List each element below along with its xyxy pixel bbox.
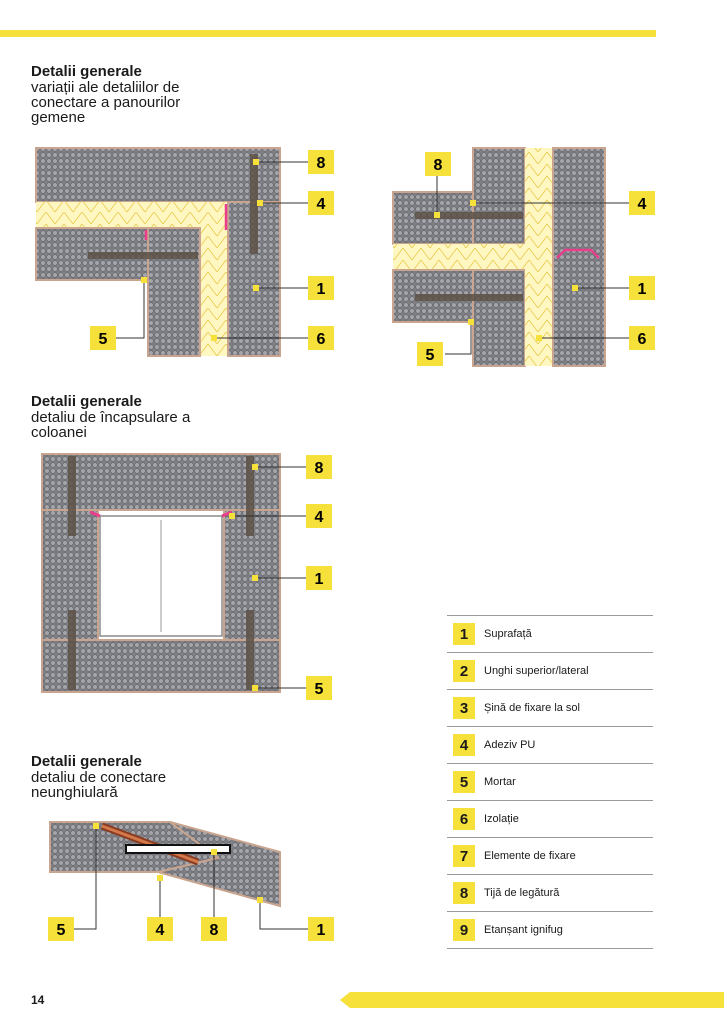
non-angular-connection-diagram (40, 812, 340, 942)
legend-label: Izolație (484, 813, 519, 825)
column-encapsulation-diagram (38, 450, 338, 700)
callout-5-text: 5 (425, 347, 435, 364)
section2-subtitle-line: detaliu de încapsulare a (31, 409, 191, 426)
callout-8-text: 8 (314, 460, 324, 477)
section1-title: Detalii generale (31, 63, 142, 80)
callout-5-text: 5 (314, 681, 324, 698)
legend-row (447, 615, 653, 652)
callout-1-text: 1 (316, 922, 326, 939)
legend-label: Unghi superior/lateral (484, 665, 589, 677)
legend-number: 9 (453, 919, 475, 941)
callout-5-text: 5 (56, 922, 66, 939)
top-accent-bar (0, 30, 656, 37)
section2-heading (31, 394, 271, 440)
legend-row (447, 652, 653, 689)
marker-dot (141, 277, 147, 283)
marker-dot (572, 285, 578, 291)
section1-subtitle-line: variații ale detaliilor de (31, 79, 180, 96)
callout-8-text: 8 (316, 155, 326, 172)
section3-subtitle-line: neunghiulară (31, 784, 118, 801)
section2-subtitle-line: coloanei (31, 424, 87, 441)
legend-row (447, 763, 653, 800)
marker-dot (257, 200, 263, 206)
callout-6-text: 6 (316, 331, 326, 348)
legend-number: 6 (453, 808, 475, 830)
insulation (393, 244, 525, 270)
legend-label: Suprafață (484, 628, 532, 640)
legend-number: 2 (453, 660, 475, 682)
legend-number: 4 (453, 734, 475, 756)
legend-row (447, 726, 653, 763)
callout-1-text: 1 (316, 281, 326, 298)
leader-line (260, 900, 308, 929)
panel (473, 148, 525, 244)
tie-rod (246, 610, 254, 690)
marker-dot (434, 212, 440, 218)
legend-label: Adeziv PU (484, 739, 536, 751)
marker-dot (211, 335, 217, 341)
callout-4-text: 4 (314, 509, 324, 526)
marker-dot (93, 823, 99, 829)
legend-label: Șină de fixare la sol (484, 702, 580, 714)
legend-number: 1 (453, 623, 475, 645)
panel (473, 270, 525, 366)
legend-label: Elemente de fixare (484, 850, 576, 862)
tie-rod (88, 252, 198, 259)
legend-row (447, 837, 653, 874)
callout-1-text: 1 (637, 281, 647, 298)
panel (42, 640, 280, 692)
legend-row (447, 874, 653, 911)
legend-number: 7 (453, 845, 475, 867)
legend-number: 5 (453, 771, 475, 793)
panel (42, 454, 280, 510)
legend-row (447, 911, 653, 949)
marker-dot (252, 464, 258, 470)
section1-heading (31, 64, 271, 125)
tie-rod (68, 610, 76, 690)
marker-dot (229, 513, 235, 519)
marker-dot (157, 875, 163, 881)
bottom-accent-bar (340, 992, 724, 1008)
legend-label: Tijă de legătură (484, 887, 560, 899)
marker-dot (470, 200, 476, 206)
insulation (525, 148, 553, 366)
callout-1-text: 1 (314, 571, 324, 588)
insulation (200, 202, 228, 356)
legend-table (447, 615, 653, 949)
callout-4-text: 4 (637, 196, 647, 213)
marker-dot (252, 575, 258, 581)
twin-panel-corner-diagram (28, 140, 348, 365)
section3-subtitle-line: detaliu de conectare (31, 769, 167, 786)
section3-title: Detalii generale (31, 753, 142, 770)
section1-subtitle-line: conectare a panourilor (31, 94, 181, 111)
tie-rod (415, 212, 523, 219)
legend-row (447, 689, 653, 726)
marker-dot (468, 319, 474, 325)
section3-heading (31, 754, 271, 800)
page-number: 14 (31, 993, 45, 1007)
marker-dot (253, 159, 259, 165)
callout-5-text: 5 (98, 331, 108, 348)
callout-8-text: 8 (209, 922, 219, 939)
legend-label: Etanșant ignifug (484, 924, 563, 936)
section1-subtitle-line: gemene (31, 109, 86, 126)
legend-number: 8 (453, 882, 475, 904)
callout-8-text: 8 (433, 157, 443, 174)
leader-line (445, 322, 471, 354)
panel (36, 148, 280, 202)
legend-row (447, 800, 653, 837)
tie-rod (415, 294, 523, 301)
callout-4-text: 4 (155, 922, 165, 939)
leader-line (116, 280, 144, 338)
callout-4-text: 4 (316, 196, 326, 213)
tie-rod (68, 456, 76, 536)
panel (148, 228, 200, 356)
legend-number: 3 (453, 697, 475, 719)
marker-dot (252, 685, 258, 691)
marker-dot (253, 285, 259, 291)
callout-6-text: 6 (637, 331, 647, 348)
tie-rod (250, 154, 258, 254)
section2-title: Detalii generale (31, 393, 142, 410)
marker-dot (257, 897, 263, 903)
legend-label: Mortar (484, 776, 516, 788)
marker-dot (536, 335, 542, 341)
marker-dot (211, 849, 217, 855)
twin-panel-tee-diagram (385, 140, 665, 372)
insulation (36, 202, 200, 228)
